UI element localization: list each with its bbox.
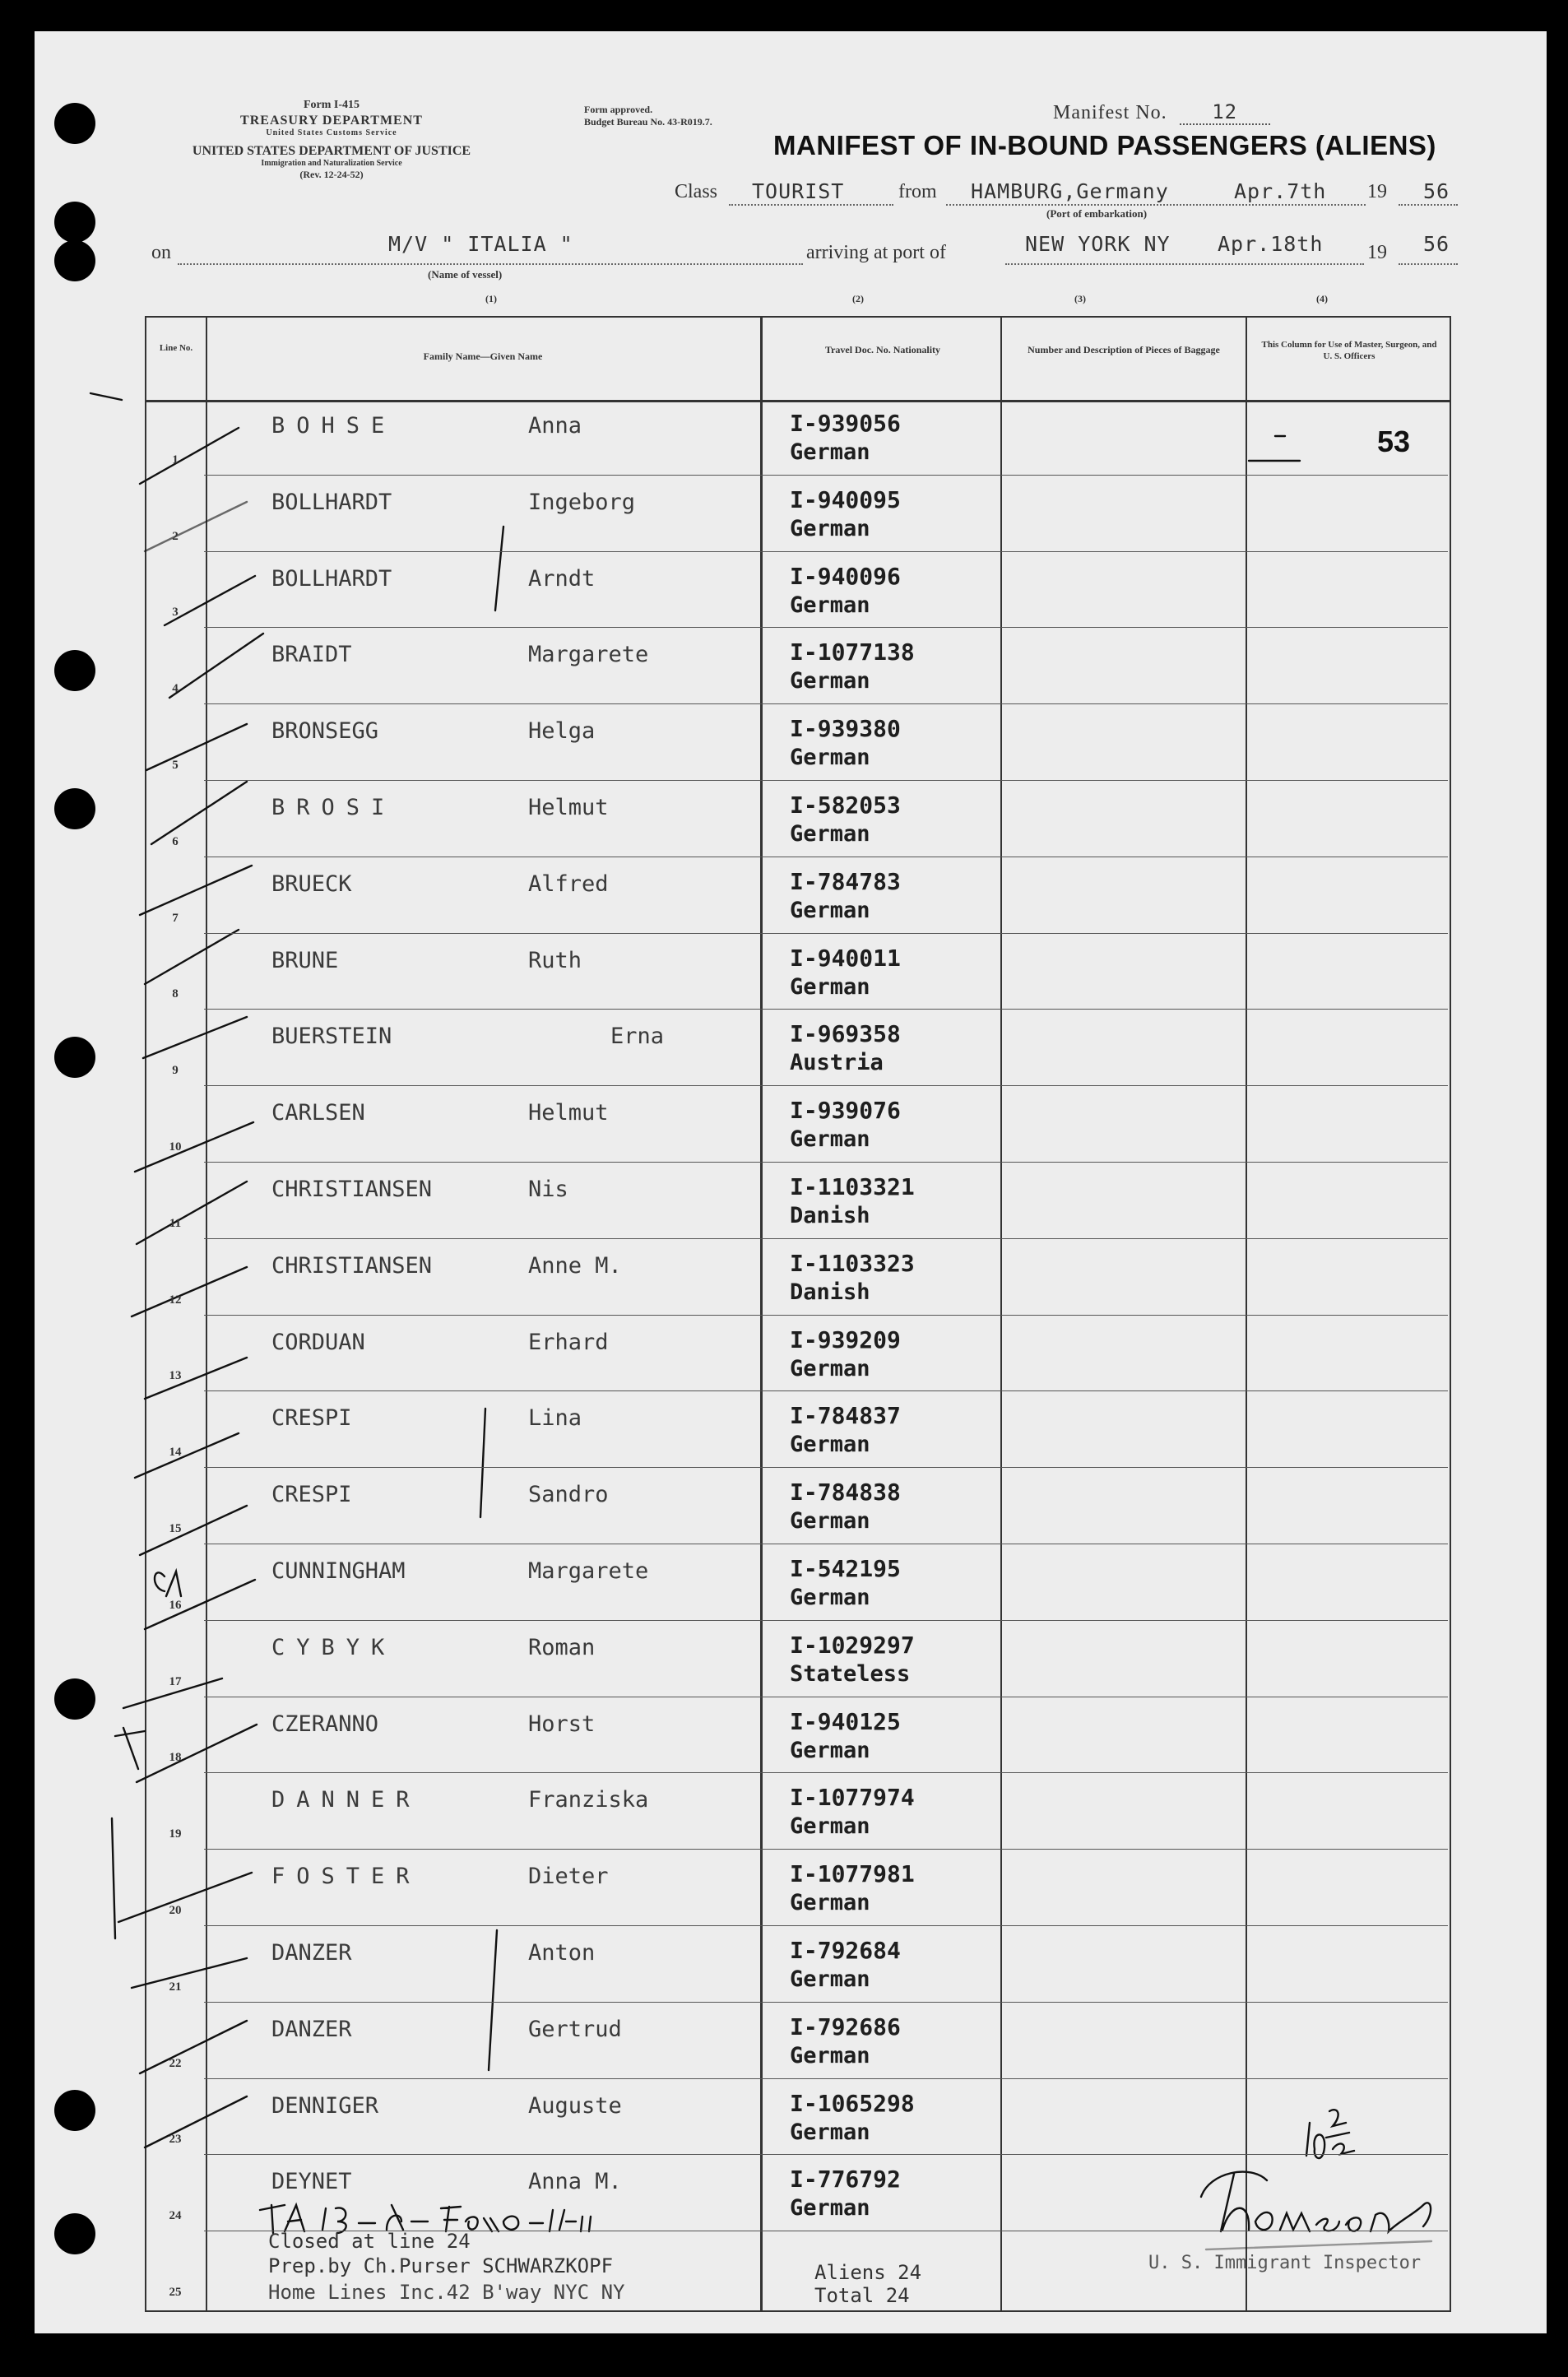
- row-rule: [204, 1467, 1448, 1468]
- form-approved: Form approved.: [584, 104, 653, 115]
- given-name: Sandro: [528, 1482, 609, 1508]
- family-name: CYBYK: [271, 1634, 397, 1660]
- port-embarkation-caption: (Port of embarkation): [1046, 207, 1148, 220]
- line-number: 23: [169, 2133, 182, 2147]
- line-number: 14: [169, 1446, 182, 1460]
- col-header-name: Family Name—Given Name: [423, 351, 543, 362]
- travel-doc-number: I-784783: [790, 867, 901, 895]
- travel-doc-number: I-582053: [790, 792, 901, 819]
- given-name: Dieter: [528, 1864, 609, 1890]
- aliens-count: Aliens 24: [814, 2261, 922, 2284]
- family-name: CZERANNO: [271, 1711, 379, 1737]
- embarkation-year: 56: [1423, 179, 1450, 203]
- page-title: MANIFEST OF IN-BOUND PASSENGERS (ALIENS): [773, 130, 1436, 160]
- budget-bureau: Budget Bureau No. 43-R019.7.: [584, 116, 712, 128]
- travel-doc-number: I-940011: [790, 944, 901, 972]
- family-name: DANZER: [271, 1940, 352, 1966]
- embarkation-port: HAMBURG,Germany: [971, 179, 1169, 203]
- column-number-2: (2): [852, 293, 864, 304]
- arrival-port: NEW YORK NY: [1025, 232, 1171, 256]
- arrival-year: 56: [1423, 232, 1450, 256]
- line-number: 21: [169, 1980, 182, 1994]
- family-name: BRUNE: [271, 947, 339, 973]
- given-name: Helmut: [528, 1100, 609, 1126]
- col-header-officers: This Column for Use of Master, Surgeon, and U. S. Officers: [1261, 340, 1437, 362]
- travel-doc-number: I-939380: [790, 715, 901, 743]
- travel-doc-number: I-1077974: [790, 1784, 915, 1812]
- family-name: FOSTER: [271, 1864, 421, 1890]
- travel-doc-number: I-940096: [790, 562, 901, 590]
- column-number-3: (3): [1074, 293, 1086, 304]
- line-number: 7: [172, 911, 179, 925]
- travel-doc-number: I-784838: [790, 1479, 901, 1507]
- given-name: Roman: [528, 1634, 596, 1660]
- given-name: Anne M.: [528, 1252, 622, 1279]
- given-name: Anton: [528, 1940, 596, 1966]
- line-number: 17: [169, 1674, 182, 1688]
- justice-dept: UNITED STATES DEPARTMENT OF JUSTICE: [192, 143, 471, 158]
- treasury-dept: TREASURY DEPARTMENT: [240, 113, 423, 128]
- row-rule: [204, 475, 1448, 476]
- year-prefix: 19: [1367, 242, 1387, 263]
- nationality: German: [790, 1737, 870, 1763]
- line-number: 1: [172, 453, 179, 467]
- row-rule: [204, 1085, 1448, 1086]
- ins-service: Immigration and Naturalization Service: [261, 159, 402, 169]
- nationality: German: [790, 2042, 870, 2068]
- line-number: 4: [172, 682, 179, 696]
- nationality: German: [790, 1355, 870, 1381]
- family-name: CARLSEN: [271, 1100, 365, 1126]
- row-rule: [204, 2154, 1448, 2155]
- nationality: German: [790, 439, 870, 465]
- row-rule: [204, 1315, 1448, 1316]
- home-lines: Home Lines Inc.42 B'way NYC NY: [268, 2281, 625, 2304]
- row-rule: [204, 551, 1448, 552]
- given-name: Horst: [528, 1711, 596, 1737]
- nationality: German: [790, 1966, 870, 1992]
- nationality: German: [790, 515, 870, 541]
- row-rule: [204, 1849, 1448, 1850]
- given-name: Auguste: [528, 2092, 622, 2119]
- family-name: BUERSTEIN: [271, 1024, 392, 1050]
- total-count: Total 24: [814, 2284, 910, 2307]
- nationality: German: [790, 1813, 870, 1840]
- nationality: German: [790, 1890, 870, 1916]
- col-header-baggage: Number and Description of Pieces of Baggage: [1028, 344, 1220, 355]
- given-name: Gertrud: [528, 2016, 622, 2042]
- line-number: 15: [169, 1522, 182, 1535]
- travel-doc-number: I-542195: [790, 1555, 901, 1582]
- travel-doc-number: I-792684: [790, 1937, 901, 1964]
- row-rule: [204, 1009, 1448, 1010]
- row-rule: [204, 1620, 1448, 1621]
- given-name: Margarete: [528, 642, 649, 668]
- column-number-4: (4): [1316, 293, 1328, 304]
- line-number: 13: [169, 1369, 182, 1383]
- family-name: BRAIDT: [271, 642, 352, 668]
- line-number: 3: [172, 606, 179, 620]
- nationality: German: [790, 668, 870, 694]
- nationality: German: [790, 592, 870, 618]
- nationality: German: [790, 1126, 870, 1153]
- travel-doc-number: I-939056: [790, 410, 901, 437]
- line-number: 19: [169, 1827, 182, 1841]
- travel-doc-number: I-1077138: [790, 638, 915, 666]
- travel-doc-number: I-792686: [790, 2013, 901, 2040]
- class-label: Class: [675, 181, 718, 202]
- line-number: 6: [172, 834, 179, 848]
- nationality: Danish: [790, 1203, 870, 1228]
- row-rule: [204, 780, 1448, 781]
- line-number: 22: [169, 2056, 182, 2070]
- family-name: CHRISTIANSEN: [271, 1252, 433, 1279]
- travel-doc-number: I-939076: [790, 1097, 901, 1125]
- family-name: CHRISTIANSEN: [271, 1177, 433, 1202]
- given-name: Alfred: [528, 870, 609, 897]
- nationality: German: [790, 897, 870, 923]
- travel-doc-number: I-784837: [790, 1402, 901, 1430]
- line-number: 24: [169, 2209, 182, 2223]
- vessel-name: M/V " ITALIA ": [388, 232, 573, 256]
- row-rule: [204, 2002, 1448, 2003]
- class-value: TOURIST: [752, 179, 845, 203]
- line-number: 12: [169, 1293, 182, 1307]
- family-name: BRONSEGG: [271, 718, 379, 745]
- family-name: BROSI: [271, 795, 397, 820]
- family-name: DEYNET: [271, 2169, 352, 2195]
- travel-doc-number: I-939209: [790, 1325, 901, 1353]
- col-header-travel-doc: Travel Doc. No. Nationality: [824, 344, 941, 355]
- nationality: Danish: [790, 1279, 870, 1305]
- row-rule: [204, 1162, 1448, 1163]
- family-name: BOLLHARDT: [271, 489, 392, 515]
- on-label: on: [151, 242, 171, 263]
- row-rule: [204, 627, 1448, 628]
- line-number: 5: [172, 759, 179, 772]
- given-name: Anna: [528, 413, 582, 439]
- given-name: Erna: [610, 1024, 665, 1050]
- given-name: Margarete: [528, 1558, 649, 1584]
- row-rule: [204, 1238, 1448, 1239]
- nationality: Stateless: [790, 1660, 911, 1687]
- family-name: CRESPI: [271, 1482, 352, 1508]
- nationality: German: [790, 1432, 870, 1458]
- closed-note: Closed at line 24: [268, 2230, 471, 2253]
- manifest-no-value: 12: [1180, 100, 1270, 125]
- prepared-by: Prep.by Ch.Purser SCHWARZKOPF: [268, 2254, 614, 2277]
- row-rule: [204, 2078, 1448, 2079]
- line-number: 8: [172, 987, 179, 1001]
- customs-service: United States Customs Service: [266, 128, 397, 137]
- arriving-label: arriving at port of: [806, 242, 946, 263]
- family-name: CORDUAN: [271, 1329, 365, 1355]
- nationality: Austria: [790, 1050, 884, 1076]
- row-rule: [204, 1772, 1448, 1773]
- immigrant-inspector-caption: U. S. Immigrant Inspector: [1148, 2253, 1422, 2273]
- given-name: Arndt: [528, 565, 596, 592]
- travel-doc-number: I-1065298: [790, 2089, 915, 2117]
- travel-doc-number: I-1077981: [790, 1860, 915, 1888]
- line-number: 9: [172, 1064, 179, 1078]
- vessel-caption: (Name of vessel): [428, 268, 503, 281]
- form-id: Form I-415: [303, 99, 360, 111]
- family-name: DANNER: [271, 1787, 421, 1813]
- row-rule: [204, 703, 1448, 704]
- year-prefix: 19: [1367, 181, 1387, 202]
- line-number: 2: [172, 529, 179, 543]
- arrival-date: Apr.18th: [1218, 232, 1324, 256]
- family-name: BOLLHARDT: [271, 565, 392, 592]
- nationality: German: [790, 2195, 870, 2221]
- given-name: Lina: [528, 1405, 582, 1432]
- family-name: CUNNINGHAM: [271, 1558, 406, 1584]
- row-rule: [204, 1390, 1448, 1391]
- manifest-no-label: Manifest No.: [1053, 102, 1167, 123]
- given-name: Helmut: [528, 795, 609, 820]
- travel-doc-number: I-776792: [790, 2166, 901, 2194]
- travel-doc-number: I-1103323: [790, 1249, 915, 1277]
- form-revision: (Rev. 12-24-52): [299, 169, 364, 181]
- nationality: German: [790, 1585, 870, 1610]
- line-number: 18: [169, 1751, 182, 1765]
- officer-mark: 53: [1377, 425, 1411, 458]
- from-label: from: [898, 181, 937, 202]
- column-number-1: (1): [485, 293, 497, 304]
- family-name: DANZER: [271, 2016, 352, 2042]
- nationality: German: [790, 973, 870, 1000]
- col-header-line-no: Line No.: [159, 343, 193, 353]
- family-name: BOHSE: [271, 413, 397, 439]
- travel-doc-number: I-969358: [790, 1020, 901, 1048]
- given-name: Ruth: [528, 947, 582, 973]
- given-name: Franziska: [528, 1787, 649, 1813]
- nationality: German: [790, 2119, 870, 2145]
- row-rule: [204, 933, 1448, 934]
- family-name: BRUECK: [271, 870, 352, 897]
- given-name: Anna M.: [528, 2169, 622, 2195]
- nationality: German: [790, 821, 870, 847]
- embarkation-date: Apr.7th: [1234, 179, 1327, 203]
- travel-doc-number: I-1103321: [790, 1173, 915, 1200]
- given-name: Helga: [528, 718, 596, 745]
- line-number: 10: [169, 1140, 182, 1154]
- given-name: Ingeborg: [528, 489, 636, 515]
- line-number: 16: [169, 1598, 182, 1612]
- nationality: German: [790, 1508, 870, 1534]
- travel-doc-number: I-1029297: [790, 1631, 915, 1659]
- family-name: CRESPI: [271, 1405, 352, 1432]
- line-number: 11: [169, 1216, 182, 1230]
- travel-doc-number: I-940095: [790, 485, 901, 513]
- line-number: 20: [169, 1904, 182, 1917]
- row-rule: [204, 1925, 1448, 1926]
- family-name: DENNIGER: [271, 2092, 379, 2119]
- line-number: 25: [169, 2286, 182, 2299]
- nationality: German: [790, 745, 870, 771]
- given-name: Nis: [528, 1177, 568, 1202]
- given-name: Erhard: [528, 1329, 609, 1355]
- travel-doc-number: I-940125: [790, 1707, 901, 1735]
